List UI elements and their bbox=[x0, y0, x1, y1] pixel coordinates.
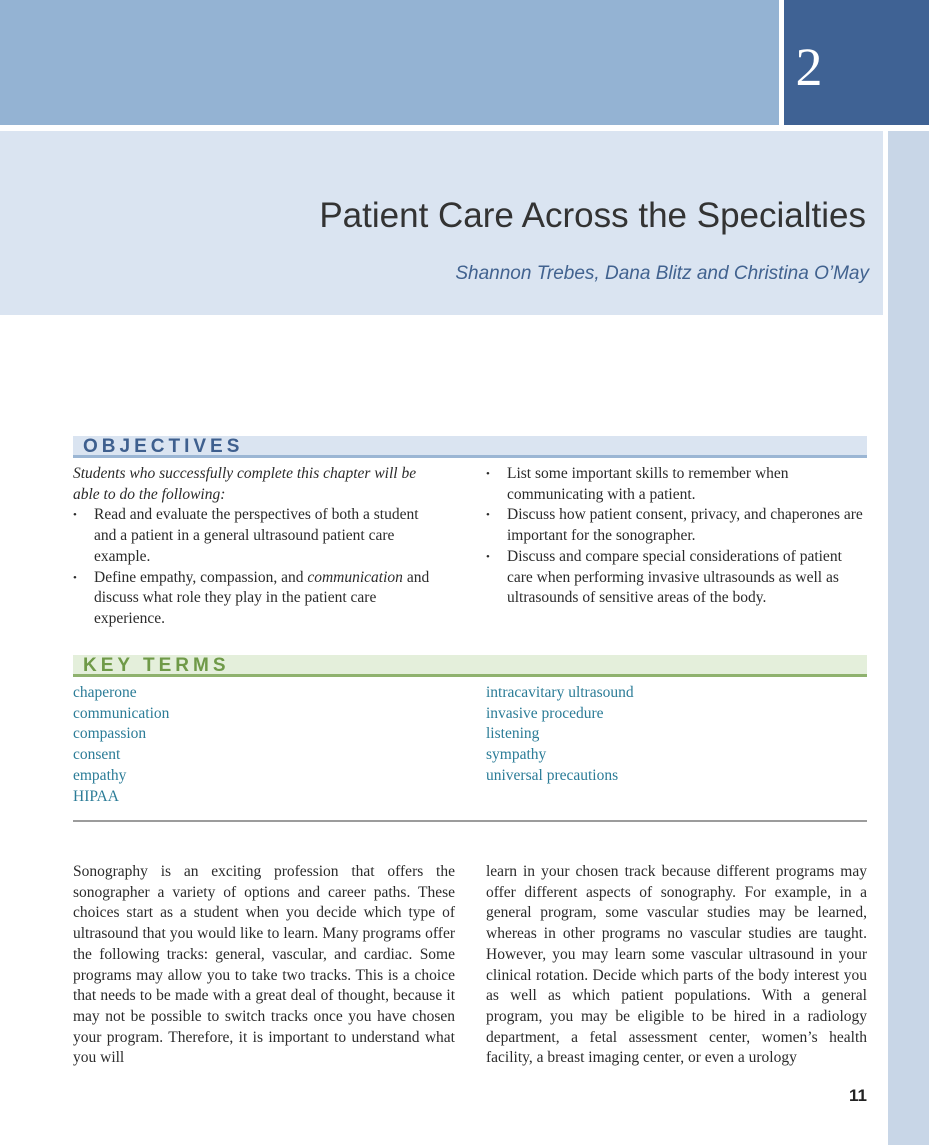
objectives-right-list bbox=[486, 464, 867, 609]
objectives-intro: Students who successfully complete this chapter will be able to do the following: bbox=[73, 465, 417, 503]
page-number: 11 bbox=[849, 1086, 867, 1105]
body-text-left: Sonography is an exciting profession that offers the sonographer a variety of options and career paths. These choices start as a student when you decide which type of ultrasound that you would like to learn. Many programs offer the following tracks: general, vascular, and cardiac. Some programs may allow you to take two tracks. This is a choice that needs to be made with a great deal of thought, because it may not be possible to switch tracks once you have chosen your program. Therefore, it is important to understand what you will bbox=[73, 863, 455, 1067]
objective-item bbox=[73, 568, 443, 630]
chapter-number: 2 bbox=[795, 37, 823, 97]
key-term[interactable]: HIPAA bbox=[73, 787, 119, 805]
objectives-left-list bbox=[73, 505, 443, 629]
key-terms-right-column bbox=[486, 683, 867, 787]
objective-item: • List some important skills to remember when communicating with a patient. bbox=[486, 464, 867, 505]
objective-italic-term: communication bbox=[307, 568, 403, 586]
objectives-right-column bbox=[486, 464, 867, 609]
side-strip bbox=[888, 131, 929, 1145]
key-term[interactable]: intracavitary ultrasound bbox=[486, 684, 634, 701]
body-text-right: learn in your chosen track because different programs may offer different aspects of sonography. For example, in a general program, some vascular studies may be learned, whereas in other programs no vascular studies are taught. However, you may learn some vascular ultrasound in your clinical rotation. Decide which parts of the body interest you as well as which patient populations. With a general program, you may be eligible to be hired in a radiology department, a fetal assessment center, women’s health facility, a breast imaging center, or even a urology bbox=[486, 863, 867, 1067]
objective-item: • Read and evaluate the perspectives of both a student and a patient in a general ultrasound patient care example. bbox=[73, 505, 443, 567]
key-term[interactable]: invasive procedure bbox=[486, 704, 604, 722]
objectives-left-column bbox=[73, 464, 443, 630]
objective-text: Define empathy, compassion, and bbox=[94, 568, 308, 586]
key-term[interactable]: empathy bbox=[73, 766, 127, 784]
key-terms-left-column bbox=[73, 683, 443, 807]
key-term[interactable]: compassion bbox=[73, 725, 147, 743]
objective-text: and discuss what role they play in the patient care experience. bbox=[94, 568, 430, 627]
key-term[interactable]: chaperone bbox=[73, 684, 137, 701]
key-term[interactable]: communication bbox=[73, 704, 170, 722]
section-divider bbox=[73, 820, 867, 822]
objective-item: • Discuss and compare special considerations of patient care when performing invasive ultrasounds as well as ultrasounds of sensitive areas of the body. bbox=[486, 547, 867, 609]
chapter-title: Patient Care Across the Specialties bbox=[319, 196, 866, 235]
objectives-heading: OBJECTIVES bbox=[73, 436, 867, 458]
header-band bbox=[0, 0, 779, 125]
objective-item: • Discuss how patient consent, privacy, and chaperones are important for the sonographer. bbox=[486, 505, 867, 546]
key-term[interactable]: consent bbox=[73, 746, 121, 764]
chapter-authors: Shannon Trebes, Dana Blitz and Christina O’May bbox=[455, 263, 869, 284]
key-term[interactable]: sympathy bbox=[486, 746, 547, 764]
key-term[interactable]: listening bbox=[486, 725, 540, 743]
key-term[interactable]: universal precautions bbox=[486, 766, 619, 784]
key-terms-heading: KEY TERMS bbox=[73, 655, 867, 677]
